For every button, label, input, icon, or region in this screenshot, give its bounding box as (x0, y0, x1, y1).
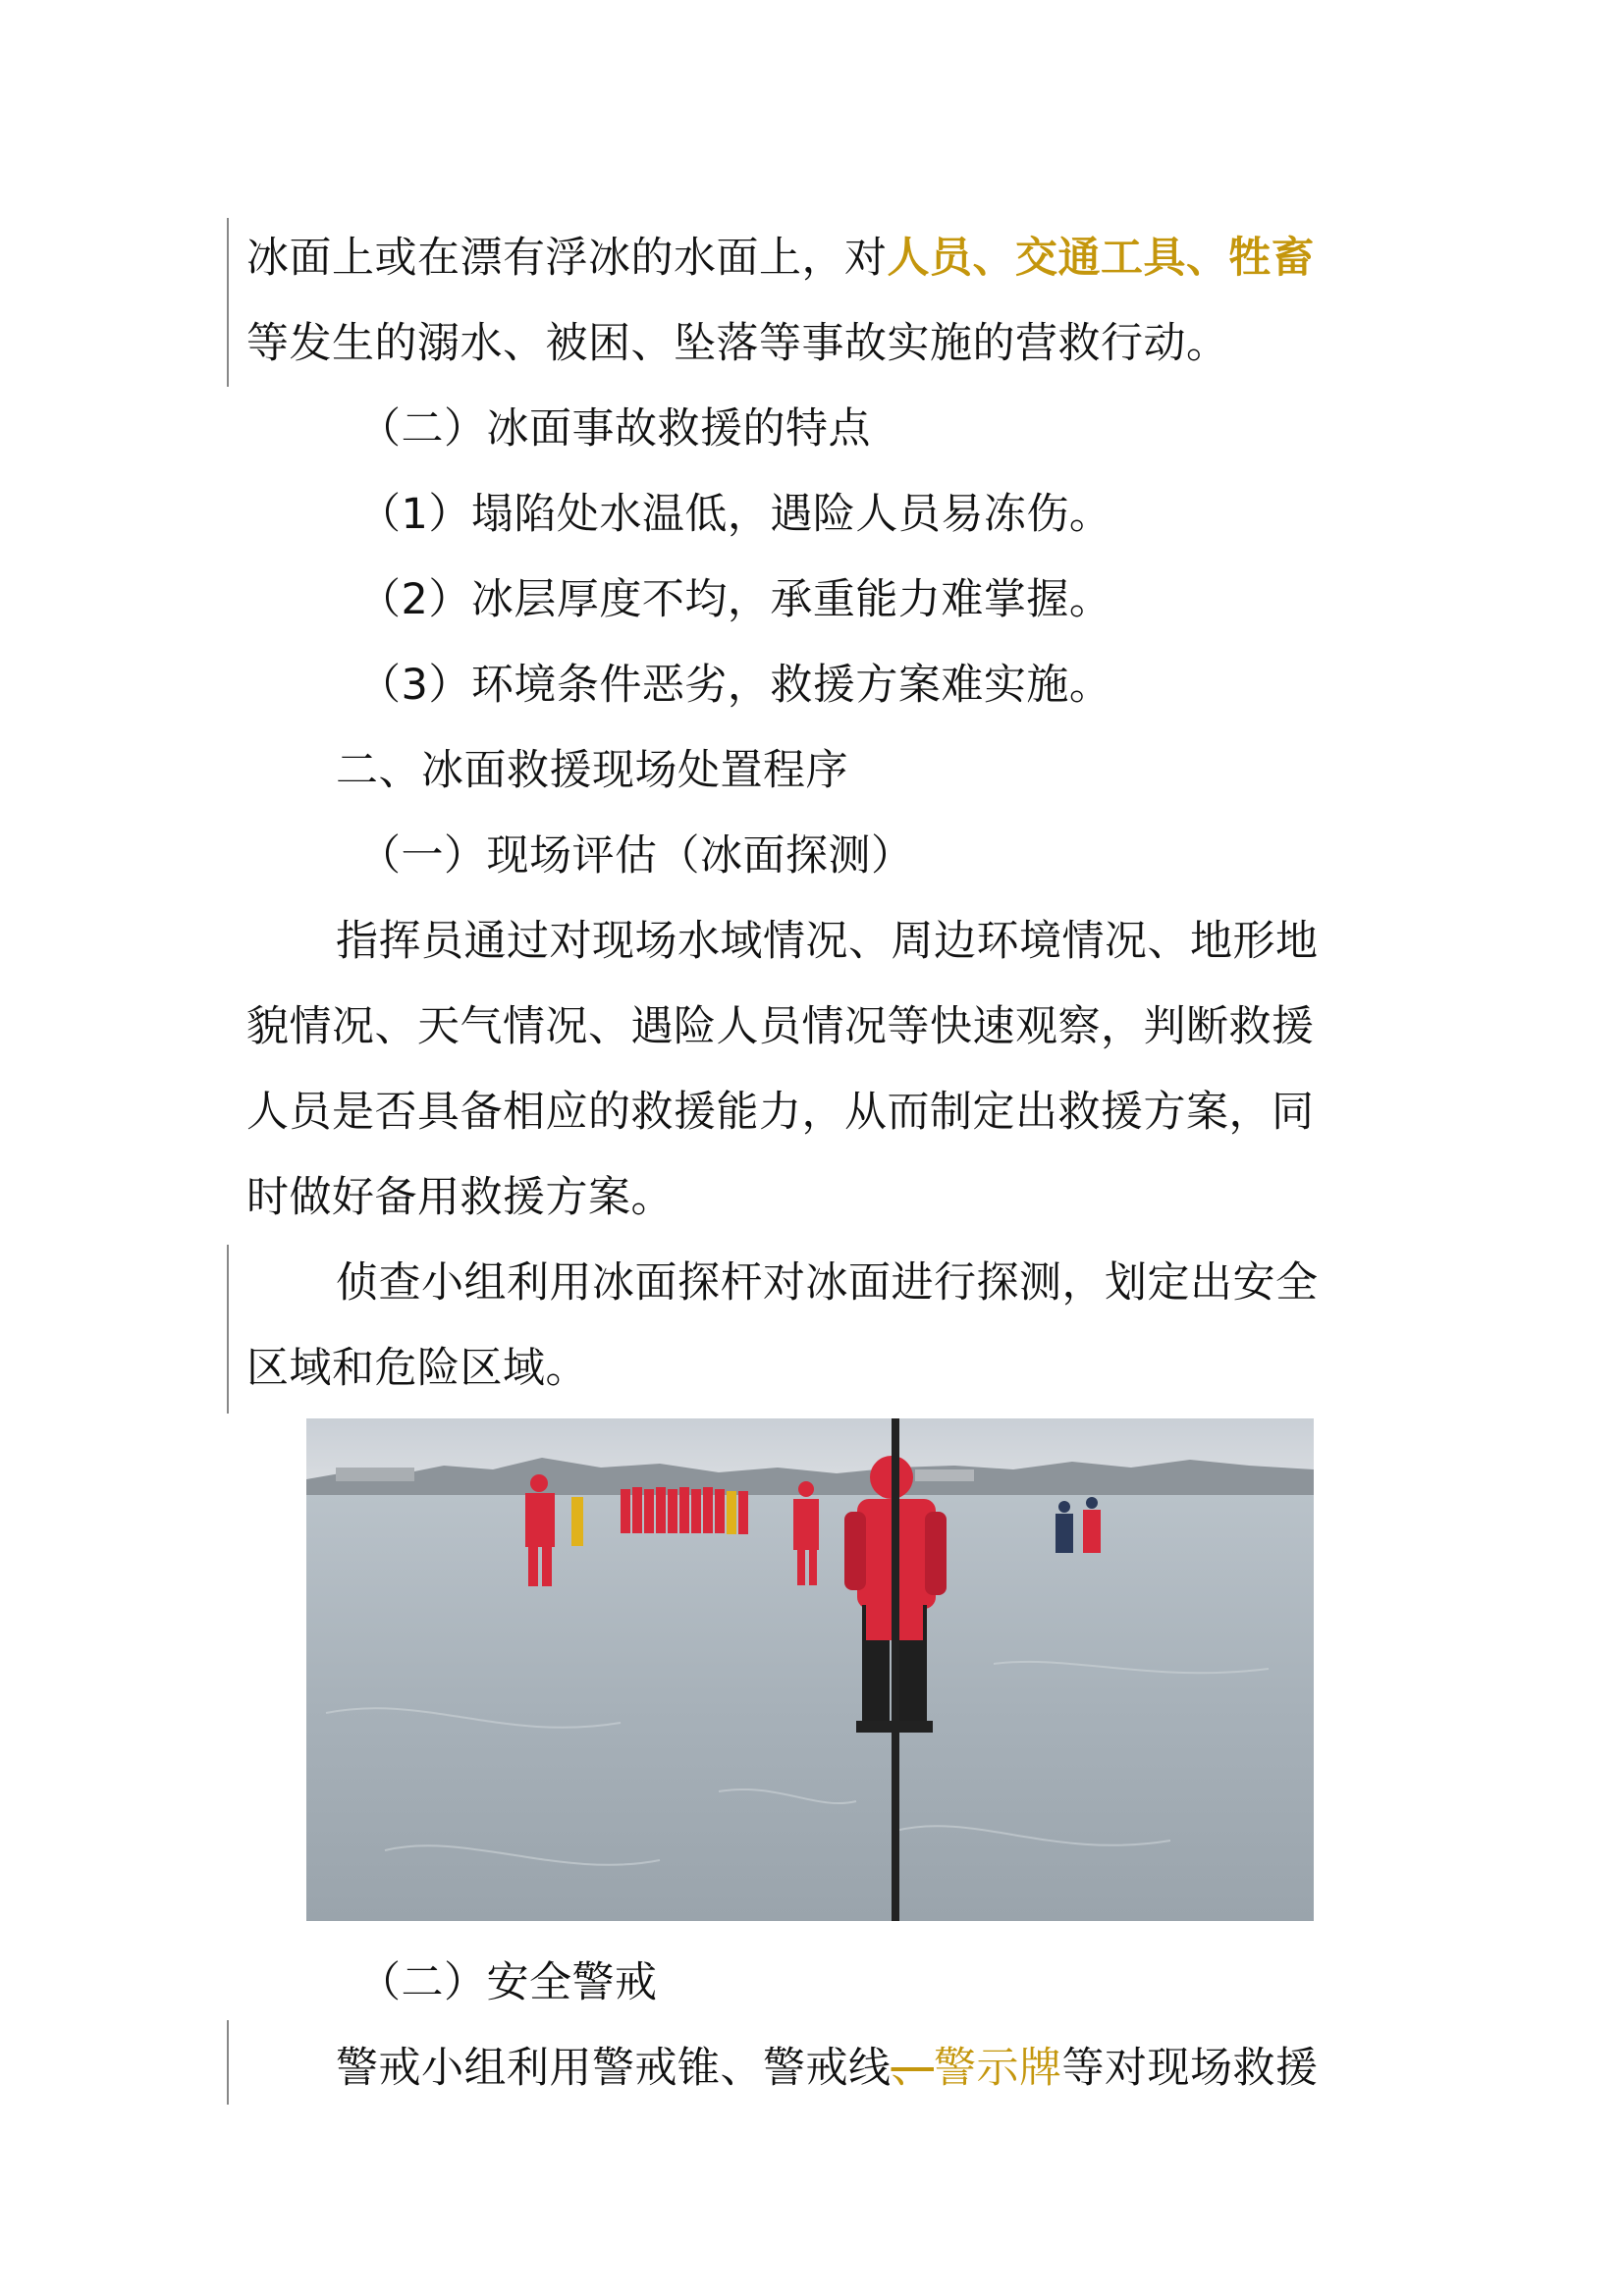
text-run: 冰面上或在漂有浮冰的水面上，对 (246, 234, 888, 283)
list-item: （1）塌陷处水温低，遇险人员易冻伤。 (358, 490, 1112, 539)
section-heading: 二、冰面救援现场处置程序 (336, 746, 848, 795)
list-item: （3）环境条件恶劣，救援方案难实施。 (358, 661, 1112, 710)
highlighted-text: 人员、交通工具、牲畜 (887, 234, 1315, 283)
paragraph-line: 区域和危险区域。 (246, 1344, 588, 1393)
text-run: 等对现场救援 (1061, 2044, 1319, 2093)
change-bar (227, 2020, 229, 2105)
ice-rescue-photo (306, 1418, 1314, 1921)
paragraph-line: 时做好备用救援方案。 (246, 1173, 674, 1222)
inserted-text: 警示牌 (934, 2044, 1062, 2093)
paragraph-line (336, 2039, 1475, 2098)
list-item: （2）冰层厚度不均，承重能力难掌握。 (358, 575, 1112, 624)
paragraph-line: 指挥员通过对现场水域情况、周边环境情况、地形地 (336, 917, 1319, 966)
change-bar (227, 1245, 229, 1414)
subheading-assessment: （一）现场评估（冰面探测） (358, 831, 914, 881)
paragraph-line: 貌情况、天气情况、遇险人员情况等快速观察，判断救援 (246, 1002, 1315, 1051)
deleted-text: 、 (891, 2044, 934, 2093)
paragraph-line: 等发生的溺水、被困、坠落等事故实施的营救行动。 (246, 319, 1229, 368)
paragraph-line: 人员是否具备相应的救援能力，从而制定出救援方案，同 (246, 1088, 1315, 1137)
change-bar (227, 218, 229, 387)
subheading-safety: （二）安全警戒 (358, 1958, 658, 2007)
text-run: 警戒小组利用警戒锥、警戒线 (336, 2044, 892, 2093)
paragraph-line: 侦查小组利用冰面探杆对冰面进行探测，划定出安全 (336, 1258, 1319, 1308)
paragraph-line (246, 229, 1385, 288)
subheading-features: （二）冰面事故救援的特点 (358, 404, 871, 454)
